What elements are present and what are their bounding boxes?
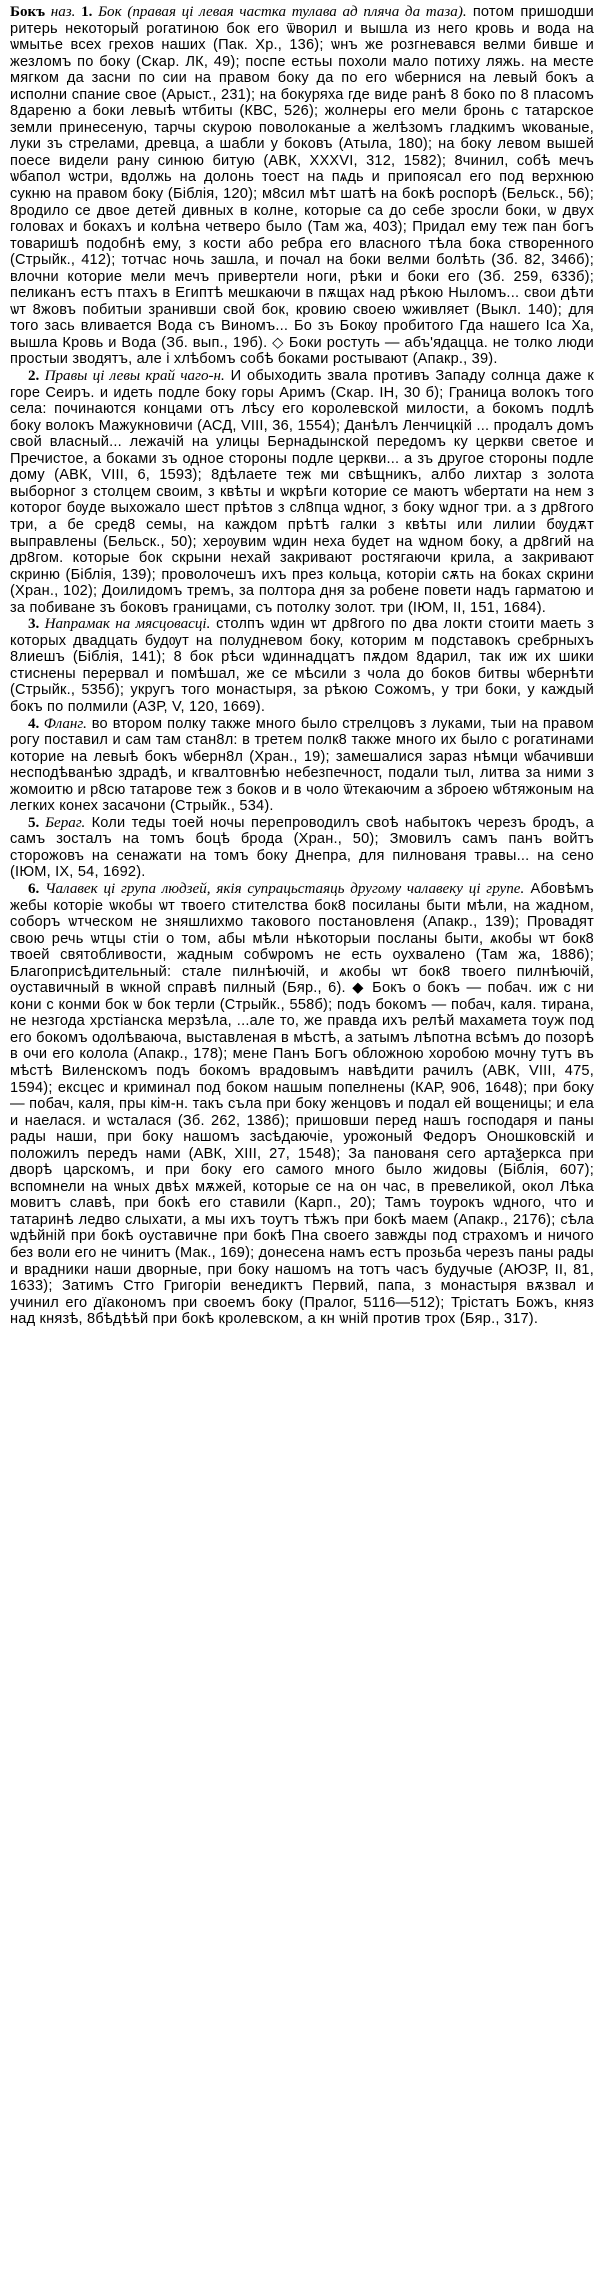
sense-definition: Чалавек ці група людзей, якія супрацьстаяць другому чалавеку ці групе. bbox=[45, 880, 525, 897]
sense-number: 4. bbox=[28, 715, 40, 732]
sense-definition: Правы ці левы край чаго-н. bbox=[44, 368, 225, 385]
sense-citations: во втором полку также много было стрелцовъ з луками, тыи на правом рогу поставил и сам там стан8л: в третем полк8 также много их было с рогатинами которие на левыѣ бокъ ѡберн8л (Хран., 19); замешалися зараз нѣмци ѡбачивши несподѣванѣю здрадѣ, и кгвалтовнѣю небезпечност, подали тыл, литва за ними з жомоитю и р8сю татарове теж з боков и в чоло ѿтекаючим а зброею ѡбтяжоным на легких конех засачони (Стрыйк., 534). bbox=[10, 715, 594, 815]
sense-citations: И обыходить звала противъ Западу солнца даже к горе Сеиръ. и идеть подле боку горы Аримъ (Скар. ІН, 30 б); Граница волокъ того села: починаются концами отъ лѣсу его королевской милости, а бокомъ подлѣ боку волокъ Мажукновичи (АСД, VIII, 36, 1554); Данѣлъ Ленчицкій ... продалъ домъ свой власный... лежачій на улицы Бернадынской передомъ ку церкви светое и Пречистое, а боками зъ одное стороны подле церкви... а зъ другое стороны подле дому (АВК, VIII, 6, 1593); 8дѣлаете теж ми свѣщникъ, албо лихтар з золота выборног з столцем своим, з квѣты и ѡкрѣги которие се маютъ ѡбертати на нем з которог бѹде выхожало шест прѣтов з сл8пца ѡдног, з боку ѡдног три. а з др8гого три, а бе сред8 семы, на каждом прѣтѣ галки з квѣты или лилии бѹдѫт выправлены (Бельск., 50); херѹвим ѡдин неха будет на ѡдном боку, а др8гий на др8гом. которые бок скрыни нехай закривают ростягаючи крила, а закривают скриню (Біблія, 139); проволочешъ ихъ през кольца, которіи сѫть на боках скрини (Хран., 102); Доилидомъ тремъ, за полтора дня за робене повети надъ гарматою и за побиване зъ боковъ границами, съ потолку золот. три (ІЮМ, ІІ, 151, 1684). bbox=[10, 368, 594, 616]
sense-5 bbox=[10, 815, 594, 881]
sense-citations: потом пришодши ритерь некоторый рогатиною бок его ѿворил и вышла из него кровь и вода на ѡмытье всех грехов наших (Пак. Хр., 136); ѡнъ же розгневався велми бивше и жезломъ по боку (Скар. ЛК, 49); поспе естьы похоли мало потиху ляжь. на месте мягком да засни по сии на правом боку да по его ѡбернися на левый бокъ а исполни спание свое (Арыст., 231); на бокуряха где виде ранѣ 8 боко по 8 пласомъ 8дареню а боки левыѣ ѡтбиты (КВС, 526); жолнеры его мели бронь с татарское земли принесеную, тарчы скурою поволоканые а желѣзомъ гладкимъ ѡкованые, луки зъ стрелами, древца, а шабли у боковъ (Атыла, 180); на боку левом вышей поесе видели рану синюю битую (АВК, XXXVI, 312, 1582); 8чинил, собѣ мечъ ѡбапол ѡстри, вдолжь на долонь тоест на пѧдь и припоясал его под верхнюю сукню на правом боку (Біблія, 120); м8сил мѣт шатѣ на бокѣ роспорѣ (Бельск., 56); 8родило се двое детей дивных в колне, которые са до себе зросли боки, ѡ двух головах и бокахъ и колѣна четверо было (Там жа, 403); Придал ему теж пан богъ товаришѣ подобнѣ ему, з кости або ребра его власного тѣла бока створенного (Стрыйк., 412); тотчас ночь зашла, и почал на боки велми болѣть (Зб. 82, 346б); влочни которие мели мечъ привертели ноги, рѣки и боки его (Зб. 259, 633б); пеликанъ естъ птахъ в Египтѣ мешкаючи в пѫщах над рѣкою Ныломъ... свои дѣти ѡт 8жовъ побитыи зранивши свой бок, кровию своею ѡживляет (Выкл. 140); для того зась вливается Вода съ Виномъ... Бо зъ Бокѹ пробитого Гда нашего Іса Ха, вышла Кровь и Вода (Зб. вып., 19б). ◇ Боки ростуть — абъ'ядацца. не толко люди простыи зводятъ, але і хлѣбомъ собѣ боками ростывают (Апакр., 39). bbox=[10, 4, 595, 368]
sense-6 bbox=[10, 881, 594, 1328]
sense-citations: столпъ ѡдин ѡт др8гого по два локти стоити маеть з которых двадцать будѹт на полудневом боку, которим м подставокъ сребрныхъ 8лиешъ (Біблія, 141); 8 бок рѣси ѡдиннадцатъ пѫдом 8дарил, так иж их шики стиснены перервал и помѣшал, же се мѣсили з чола до боков битвы ѡбернѣти (Стрыйк., 535б); укругъ того монастыря, за рѣкою Сожомъ, у три боки, у каждый бокъ по полмили (АЗР, V, 120, 1669). bbox=[10, 616, 594, 715]
sense-3 bbox=[10, 616, 594, 715]
sense-definition: Напрамак на мясцовасці. bbox=[44, 616, 211, 633]
sense-number: 6. bbox=[28, 880, 40, 897]
sense-4 bbox=[10, 716, 594, 815]
sense-2 bbox=[10, 368, 594, 616]
sense-definition: Фланг. bbox=[43, 715, 87, 732]
sense-definition: Бераг. bbox=[45, 814, 86, 831]
sense-definition: Бок (правая ці левая частка тулава ад пляча да таза). bbox=[98, 4, 467, 20]
sense-citations: Абовѣмъ жебы которіе ѡкобы ѡт твоего стителства бок8 посиланы быти мѣли, на жадном, соборъ ѡтческом не зняшлихмо такового постановленя (Апакр., 139); Провадят свою речь ѡтцы стіи о том, абы мѣли нѣкоторыи посланы быти, ѧкобы ѡт бок8 твоей святобливости, жадным собѡромъ не есть оухвалено (Там жа, 1886); Благоприсѣдительный: стале пилнѣючій, и ѧкобы ѡт бок8 твоего пилнѣючій, оуставичный в ѡкной справѣ пилный (Бяр., 6). ◆ Бокъ о бокъ — побач. иж с ни кони с конми бок ѡ бок терли (Стрыйк., 558б); подъ бокомъ — побач, каля. тирана, не незгода хрстіанска мерзѣла, ...але то, же правда ихъ релѣй махамета тоуж под его бокомъ одолѣваюча, выставленая в мѣстѣ, а затымъ лѣпотна всѣмъ до позорѣ в очи его колола (Апакр., 178); мене Панъ Богъ обложною хоробою мочну тутъ въ мѣстѣ Виленскомъ подъ бокомъ врадовымъ навѣдити рачилъ (АВК, VIII, 475, 1594); ексцес и криминал под боком нашым попелнены (КАР, 906, 1648); при боку — побач, каля, пры кім-н. такъ съла при боку женцовъ и подал ей вощеницы; и ела и наелася. и ѡсталася (Зб. 262, 138б); пришовши перед нашъ господаря и паны рады наши, при боку нашомъ засѣдаючіе, урожоный Федоръ Оношковскій и положилъ передъ нами (АВК, ХІІІ, 27, 1548); За панованя сего артаѯеркса при дворѣ царскомъ, и при боку его самого много было жидовы (Біблія, 607); вспомнели на ѡных двѣх мѫжей, которые се на он час, в превеликой, окол Лѣка мовитъ славѣ, при бокѣ его ставили (Карп., 20); Тамъ тоурокъ ѡдного, что и татаринѣ ледво слыхати, а мы ихъ тоутъ тѣжъ при бокѣ маем (Апакр., 2176); сѣла ѡдѣйній при бокѣ оуставичне при бокѣ Пна своего завжды под страхомъ и ничого без воли его не чинитъ (Мак., 169); донесена намъ естъ прозьба черезъ паны рады и врадники наши дворные, при боку нашомъ на тотъ часъ будучые (АЮЗР, ІІ, 81, 1633); Затимъ Стго Григоріи венедиктъ Первий, папа, з монастыря вѫзвал и учинил его дїакономъ при своемъ боку (Пралог, 5116—512); Трістатъ Божъ, княз над князѣ, 8бѣдѣѣй при бокѣ кролевском, а кн ѡній против трох (Бяр., 317). bbox=[10, 880, 594, 1328]
sense-number: 5. bbox=[28, 814, 40, 831]
dictionary-entry bbox=[10, 4, 594, 1328]
sense-number: 3. bbox=[28, 616, 40, 633]
sense-1 bbox=[10, 4, 594, 368]
sense-citations: Коли теды тоей ночы перепроводилъ своѣ набытокъ черезъ бродъ, а самъ зосталъ на томъ боцѣ брода (Хран., 50); Змовилъ самъ панъ войтъ сторожовъ на сенажати на томъ боку Днепра, для пилнованя травы... на сено (ІЮМ, ІХ, 54, 1692). bbox=[10, 814, 594, 881]
sense-number: 1. bbox=[81, 4, 93, 20]
sense-number: 2. bbox=[28, 368, 40, 385]
part-of-speech: наз. bbox=[50, 4, 76, 20]
headword: Бокъ bbox=[10, 4, 46, 20]
